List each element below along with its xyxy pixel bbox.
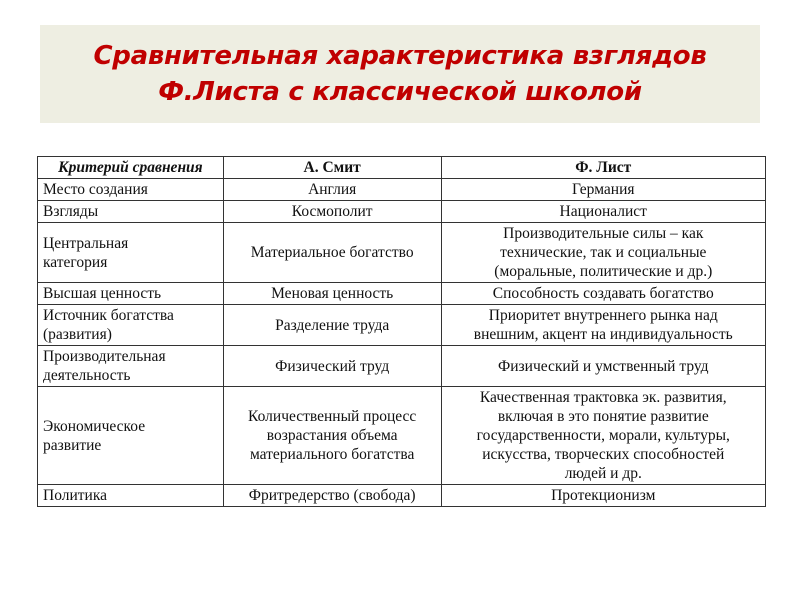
criterion-cell-line: Производительная [43, 348, 166, 365]
smith-cell [223, 283, 441, 305]
smith-cell [223, 201, 441, 223]
table-row [38, 201, 766, 223]
list-cell-line: государственности, морали, культуры, [476, 427, 730, 444]
list-cell-line: Протекционизм [551, 487, 656, 504]
smith-cell [223, 346, 441, 387]
criterion-cell-line: категория [43, 253, 108, 271]
list-cell [441, 346, 765, 387]
list-cell-line: включая в это понятие развитие [497, 408, 709, 425]
list-cell-line: Качественная трактовка эк. развития, [479, 389, 727, 406]
criterion-cell-line: Источник богатства [43, 307, 174, 324]
smith-cell [223, 223, 441, 283]
table-header-row [38, 157, 766, 179]
smith-cell [223, 387, 441, 485]
comparison-table [37, 156, 766, 507]
list-cell [441, 387, 765, 485]
header-smith: А. Смит [223, 157, 441, 179]
criterion-cell-line: развитие [43, 436, 102, 454]
list-cell-line: искусства, творческих способностей [482, 446, 725, 463]
criterion-cell-line: (развития) [43, 326, 112, 343]
list-cell-line: Физический и умственный труд [498, 357, 709, 375]
list-cell-line: внешним, акцент на индивидуальность [473, 326, 733, 343]
list-cell-line: (моральные, политические и др.) [494, 263, 713, 280]
list-cell [441, 485, 765, 507]
header-list: Ф. Лист [441, 157, 765, 179]
list-cell [441, 305, 765, 346]
criterion-cell-line: Место создания [43, 181, 148, 198]
list-cell-line: Приоритет внутреннего рынка над [488, 307, 718, 324]
smith-cell-line: Материальное богатство [250, 244, 414, 261]
criterion-cell-line: Центральная [43, 234, 129, 252]
smith-cell-line: возрастания объема [266, 427, 398, 444]
list-cell-line: Германия [572, 181, 635, 198]
smith-cell-line: Меновая ценность [271, 285, 394, 302]
list-cell-line: технические, так и социальные [500, 244, 707, 261]
list-cell [441, 223, 765, 283]
smith-cell-line: Разделение труда [275, 316, 390, 334]
table-row [38, 485, 766, 507]
criterion-cell [38, 179, 224, 201]
smith-cell [223, 485, 441, 507]
smith-cell-line: Физический труд [275, 357, 390, 375]
criterion-cell-line: Взгляды [43, 203, 99, 220]
criterion-cell [38, 201, 224, 223]
smith-cell-line: Количественный процесс [248, 408, 417, 425]
slide-title-box [40, 25, 760, 123]
table-row [38, 179, 766, 201]
table-row [38, 346, 766, 387]
criterion-cell [38, 346, 224, 387]
slide-title [93, 38, 706, 110]
slide-title-line-2: Ф.Листа с классической школой [158, 77, 642, 107]
criterion-cell-line: Высшая ценность [43, 285, 162, 302]
criterion-cell [38, 387, 224, 485]
slide-title-line-1: Сравнительная характеристика взглядов [93, 41, 707, 71]
criterion-cell [38, 305, 224, 346]
table-row [38, 223, 766, 283]
list-cell-line: Способность создавать богатство [492, 285, 714, 302]
list-cell-line: людей и др. [564, 465, 642, 482]
smith-cell [223, 179, 441, 201]
list-cell-line: Производительные силы – как [503, 225, 704, 242]
table-row [38, 283, 766, 305]
list-cell-line: Националист [559, 203, 647, 220]
table-body [38, 179, 766, 507]
criterion-cell-line: Экономическое [43, 417, 146, 435]
header-criterion: Критерий сравнения [38, 157, 224, 179]
criterion-cell [38, 223, 224, 283]
list-cell [441, 283, 765, 305]
list-cell [441, 179, 765, 201]
smith-cell-line: Фритредерство (свобода) [248, 487, 416, 504]
table-row [38, 305, 766, 346]
smith-cell-line: Англия [308, 181, 357, 198]
smith-cell-line: Космополит [291, 203, 373, 220]
smith-cell-line: материального богатства [249, 446, 415, 463]
criterion-cell-line: Политика [43, 487, 108, 504]
criterion-cell [38, 485, 224, 507]
criterion-cell-line: деятельность [43, 367, 131, 384]
list-cell [441, 201, 765, 223]
criterion-cell [38, 283, 224, 305]
smith-cell [223, 305, 441, 346]
table-row [38, 387, 766, 485]
